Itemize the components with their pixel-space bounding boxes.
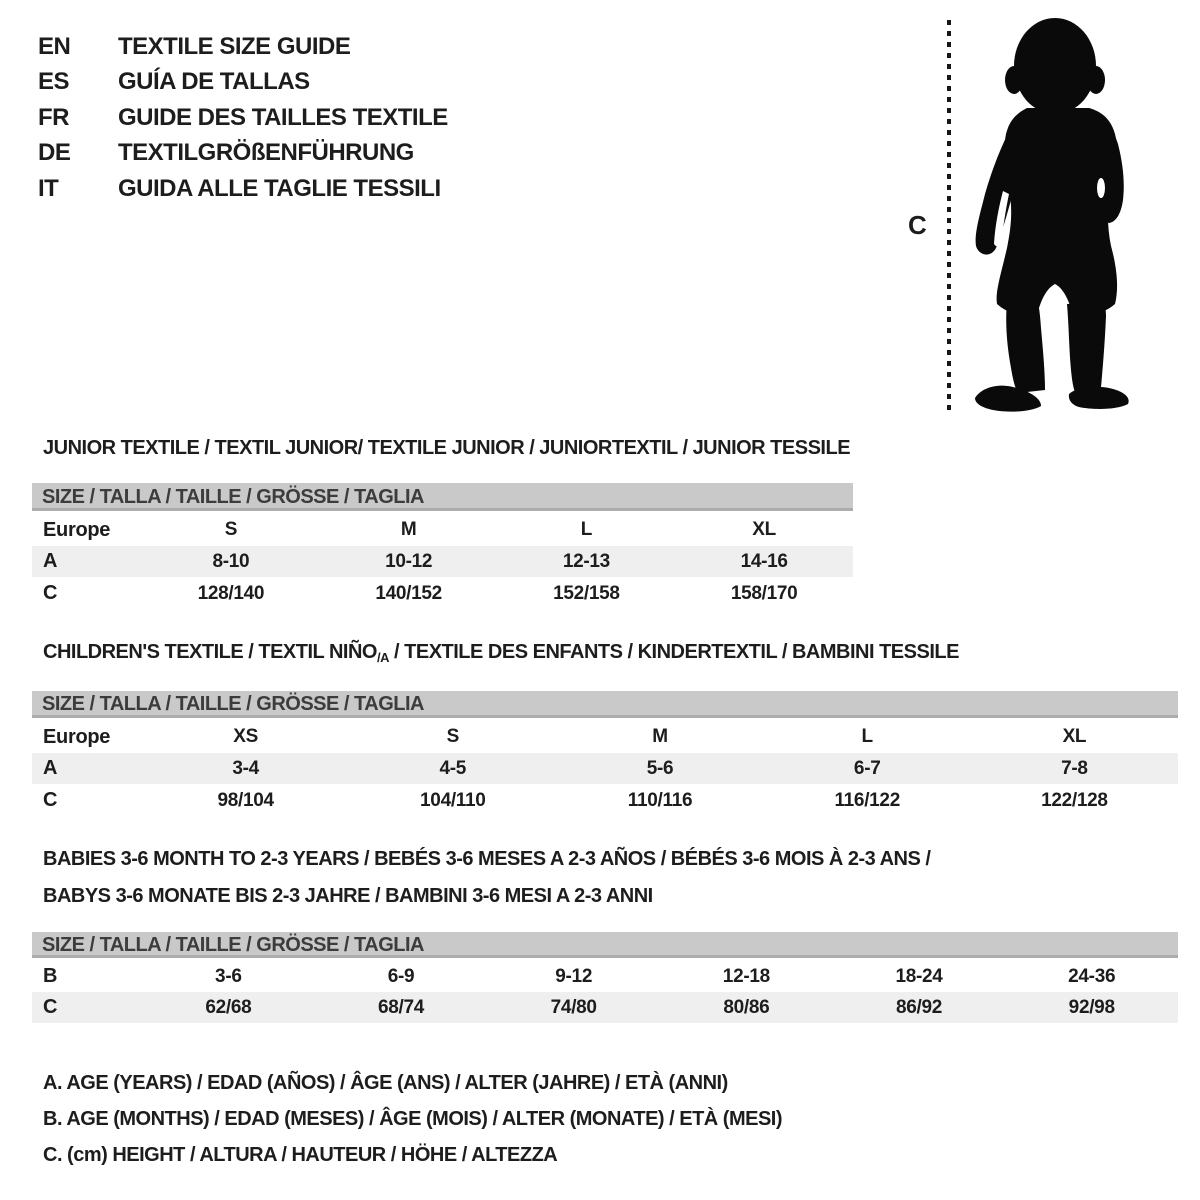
children-title-suffix: / TEXTILE DES ENFANTS / KINDERTEXTIL / BAMBINI TESSILE xyxy=(388,641,959,663)
size-header-label: SIZE / TALLA / TAILLE / GRÖSSE / TAGLIA xyxy=(42,693,424,715)
height-cell: 152/158 xyxy=(553,582,620,604)
size-col-header: L xyxy=(861,726,873,747)
language-code: EN xyxy=(38,33,71,60)
row-label: C xyxy=(43,789,58,811)
children-height-row xyxy=(32,784,1178,817)
height-cell: 74/80 xyxy=(550,996,597,1018)
junior-section-title: JUNIOR TEXTILE / TEXTIL JUNIOR/ TEXTILE JUNIOR / JUNIORTEXTIL / JUNIOR TESSILE xyxy=(43,437,851,459)
age-cell: 4-5 xyxy=(439,757,467,779)
row-label: C xyxy=(43,996,58,1018)
children-size-header-bar xyxy=(32,691,1178,718)
height-cell: 158/170 xyxy=(730,582,798,604)
age-cell: 8-10 xyxy=(212,550,250,572)
language-row-it xyxy=(38,175,441,203)
age-cell: 12-13 xyxy=(562,550,610,572)
language-code: FR xyxy=(38,104,69,131)
height-measure-label: C xyxy=(908,210,927,240)
height-cell: 128/140 xyxy=(197,582,265,604)
height-dotted-line-icon xyxy=(947,20,951,416)
months-cell: 24-36 xyxy=(1068,965,1116,987)
months-cell: 9-12 xyxy=(555,965,593,987)
language-label: TEXTILE SIZE GUIDE xyxy=(118,33,351,60)
junior-europe-row xyxy=(32,514,853,546)
height-cell: 140/152 xyxy=(375,582,442,604)
language-code: IT xyxy=(38,175,59,202)
babies-size-table xyxy=(32,932,1178,1023)
junior-age-row xyxy=(32,546,853,577)
language-code: ES xyxy=(38,68,70,95)
size-header-label: SIZE / TALLA / TAILLE / GRÖSSE / TAGLIA xyxy=(42,933,424,956)
toddler-silhouette-icon xyxy=(961,16,1141,420)
children-age-row xyxy=(32,753,1178,784)
language-code: DE xyxy=(38,139,71,166)
age-cell: 6-7 xyxy=(853,757,881,779)
language-label: GUIDA ALLE TAGLIE TESSILI xyxy=(118,175,441,202)
size-col-header: XL xyxy=(752,519,776,540)
size-col-header: M xyxy=(652,726,668,747)
children-title-prefix: CHILDREN'S TEXTILE / TEXTIL NIÑO xyxy=(43,641,377,663)
height-cell: 92/98 xyxy=(1068,996,1115,1018)
height-cell: 110/116 xyxy=(627,789,693,811)
size-col-header: S xyxy=(446,726,459,747)
junior-height-row xyxy=(32,577,853,610)
age-cell: 3-4 xyxy=(232,757,259,779)
language-label: TEXTILGRÖßENFÜHRUNG xyxy=(118,139,414,166)
babies-section-title-line2: BABYS 3-6 MONATE BIS 2-3 JAHRE / BAMBINI 3-6 MESI A 2-3 ANNI xyxy=(43,885,653,907)
size-col-header: M xyxy=(400,519,417,540)
babies-size-header-bar xyxy=(32,932,1178,958)
months-cell: 3-6 xyxy=(215,965,242,987)
language-label: GUIDE DES TAILLES TEXTILE xyxy=(118,104,448,131)
junior-size-header-bar xyxy=(32,483,853,511)
europe-label: Europe xyxy=(43,725,111,748)
size-col-header: XL xyxy=(1062,726,1087,747)
months-cell: 6-9 xyxy=(387,965,415,987)
height-cell: 62/68 xyxy=(205,996,252,1018)
babies-section-title-line1: BABIES 3-6 MONTH TO 2-3 YEARS / BEBÉS 3-6 MESES A 2-3 AÑOS / BÉBÉS 3-6 MOIS À 2-3 ANS / xyxy=(43,848,931,870)
language-row-es xyxy=(38,68,310,96)
height-cell: 86/92 xyxy=(896,996,943,1018)
row-label: A xyxy=(43,550,58,572)
children-europe-row xyxy=(32,721,1178,753)
size-col-header: S xyxy=(224,519,238,540)
legend-age-months: B. AGE (MONTHS) / EDAD (MESES) / ÂGE (MOIS) / ALTER (MONATE) / ETÀ (MESI) xyxy=(43,1108,783,1130)
height-cell: 116/122 xyxy=(834,789,900,811)
language-row-en xyxy=(38,33,350,61)
age-cell: 14-16 xyxy=(740,550,788,572)
height-cell: 122/128 xyxy=(1041,789,1108,811)
age-cell: 10-12 xyxy=(385,550,433,572)
babies-months-row xyxy=(32,961,1178,992)
junior-size-table xyxy=(32,483,853,610)
months-cell: 18-24 xyxy=(895,965,943,987)
age-cell: 5-6 xyxy=(646,757,674,779)
height-cell: 104/110 xyxy=(420,789,486,811)
children-size-table xyxy=(32,691,1178,817)
size-col-header: L xyxy=(580,519,593,540)
age-cell: 7-8 xyxy=(1061,757,1088,779)
children-title-sub: /A xyxy=(376,650,389,665)
height-cell: 98/104 xyxy=(217,789,274,811)
legend-height-cm: C. (cm) HEIGHT / ALTURA / HAUTEUR / HÖHE / ALTEZZA xyxy=(43,1144,558,1166)
children-section-title xyxy=(43,641,959,665)
row-label: C xyxy=(43,582,58,604)
row-label: A xyxy=(43,757,58,779)
height-cell: 80/86 xyxy=(723,996,770,1018)
months-cell: 12-18 xyxy=(722,965,770,987)
language-label: GUÍA DE TALLAS xyxy=(118,68,310,95)
row-label: B xyxy=(43,965,58,987)
size-col-header: XS xyxy=(233,726,258,747)
language-row-fr xyxy=(38,104,448,132)
europe-label: Europe xyxy=(43,518,111,541)
height-cell: 68/74 xyxy=(377,996,425,1018)
language-row-de xyxy=(38,139,414,167)
babies-height-row xyxy=(32,992,1178,1023)
size-header-label: SIZE / TALLA / TAILLE / GRÖSSE / TAGLIA xyxy=(42,485,424,508)
legend-age-years: A. AGE (YEARS) / EDAD (AÑOS) / ÂGE (ANS) / ALTER (JAHRE) / ETÀ (ANNI) xyxy=(43,1072,728,1094)
